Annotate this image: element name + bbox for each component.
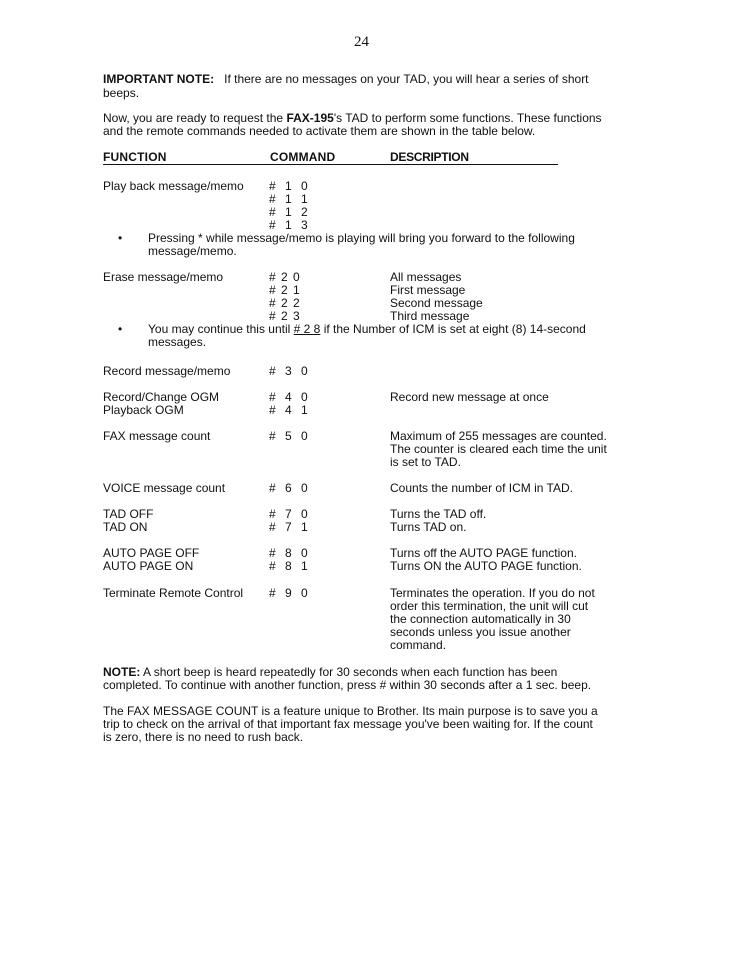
description-fax-count-1: The counter is cleared each time the unit [390,442,607,456]
erase-note-pre: You may continue this until [148,322,294,336]
intro-post: 's TAD to perform some functions. These functions [333,111,602,125]
description-erase-1: First message [390,283,466,297]
function-record-ogm: Record/Change OGM [103,390,220,404]
note-label: NOTE: [103,665,141,679]
function-fax-count: FAX message count [103,429,211,443]
intro-pre: Now, you are ready to request the [103,111,287,125]
erase-note-line1 [148,323,586,336]
command-playback-2: # 1 2 [269,205,311,219]
description-erase-0: All messages [390,270,462,284]
intro-line2: and the remote commands needed to activate them are shown in the table below. [103,124,536,138]
command-playback-0: # 1 0 [269,179,311,193]
command-auto-page-on: # 8 1 [269,559,311,573]
description-record-ogm: Record new message at once [390,390,549,404]
function-terminate: Terminate Remote Control [103,586,244,600]
erase-note-post: if the Number of ICM is set at eight (8) 14-second [320,322,586,336]
description-terminate-1: order this termination, the unit will cut [390,599,589,613]
description-erase-2: Second message [390,296,483,310]
description-fax-count-0: Maximum of 255 messages are counted. [390,429,607,443]
function-voice-count: VOICE message count [103,481,226,495]
important-note-label: IMPORTANT NOTE: [103,72,215,86]
closing-line1: The FAX MESSAGE COUNT is a feature unique to Brother. Its main purpose is to save you a [103,704,598,718]
important-note-line2: beeps. [103,86,140,100]
header-command: COMMAND [270,150,336,164]
header-function: FUNCTION [103,150,167,164]
bullet-icon: • [118,322,123,336]
important-note-line1 [103,73,589,86]
command-erase-1: # 2 1 [269,283,301,297]
header-description: DESCRIPTION [390,150,469,164]
erase-note-command: # 2 8 [293,322,321,336]
command-terminate: # 9 0 [269,586,311,600]
function-record: Record message/memo [103,364,231,378]
command-playback-3: # 1 3 [269,218,311,232]
description-fax-count-2: is set to TAD. [390,455,461,469]
closing-line2: trip to check on the arrival of that important fax message you've been waiting for. If the count [103,717,593,731]
command-tad-off: # 7 0 [269,507,311,521]
command-erase-2: # 2 2 [269,296,301,310]
important-note-text: If there are no messages on your TAD, you will hear a series of short [224,72,589,86]
function-auto-page-off: AUTO PAGE OFF [103,546,200,560]
command-tad-on: # 7 1 [269,520,311,534]
description-terminate-3: seconds unless you issue another [390,625,571,639]
function-tad-off: TAD OFF [103,507,154,521]
description-erase-3: Third message [390,309,470,323]
function-auto-page-on: AUTO PAGE ON [103,559,194,573]
playback-note-line2: message/memo. [148,244,237,258]
description-auto-page-off: Turns off the AUTO PAGE function. [390,546,577,560]
page-number: 24 [354,34,369,50]
description-voice-count: Counts the number of ICM in TAD. [390,481,573,495]
command-voice-count: # 6 0 [269,481,311,495]
function-playback: Play back message/memo [103,179,244,193]
description-tad-on: Turns TAD on. [390,520,467,534]
description-auto-page-on: Turns ON the AUTO PAGE function. [390,559,582,573]
playback-note-line1: Pressing * while message/memo is playing will bring you forward to the following [148,231,575,245]
command-auto-page-off: # 8 0 [269,546,311,560]
closing-line3: is zero, there is no need to rush back. [103,730,304,744]
function-erase: Erase message/memo [103,270,224,284]
description-tad-off: Turns the TAD off. [390,507,487,521]
description-terminate-2: the connection automatically in 30 [390,612,571,626]
erase-note-line2: messages. [148,335,207,349]
bullet-icon: • [118,231,123,245]
command-erase-3: # 2 3 [269,309,301,323]
note-text: A short beep is heard repeatedly for 30 seconds when each function has been [140,665,558,679]
command-playback-ogm: # 4 1 [269,403,311,417]
command-playback-1: # 1 1 [269,192,311,206]
description-terminate-0: Terminates the operation. If you do not [390,586,595,600]
command-fax-count: # 5 0 [269,429,311,443]
note-line2: completed. To continue with another function, press # within 30 seconds after a 1 sec. beep. [103,678,592,692]
description-terminate-4: command. [390,638,447,652]
command-record: # 3 0 [269,364,311,378]
header-underline [103,164,558,165]
command-record-ogm: # 4 0 [269,390,311,404]
function-tad-on: TAD ON [103,520,148,534]
command-erase-0: # 2 0 [269,270,301,284]
function-playback-ogm: Playback OGM [103,403,184,417]
model-name: FAX-195 [286,111,334,125]
